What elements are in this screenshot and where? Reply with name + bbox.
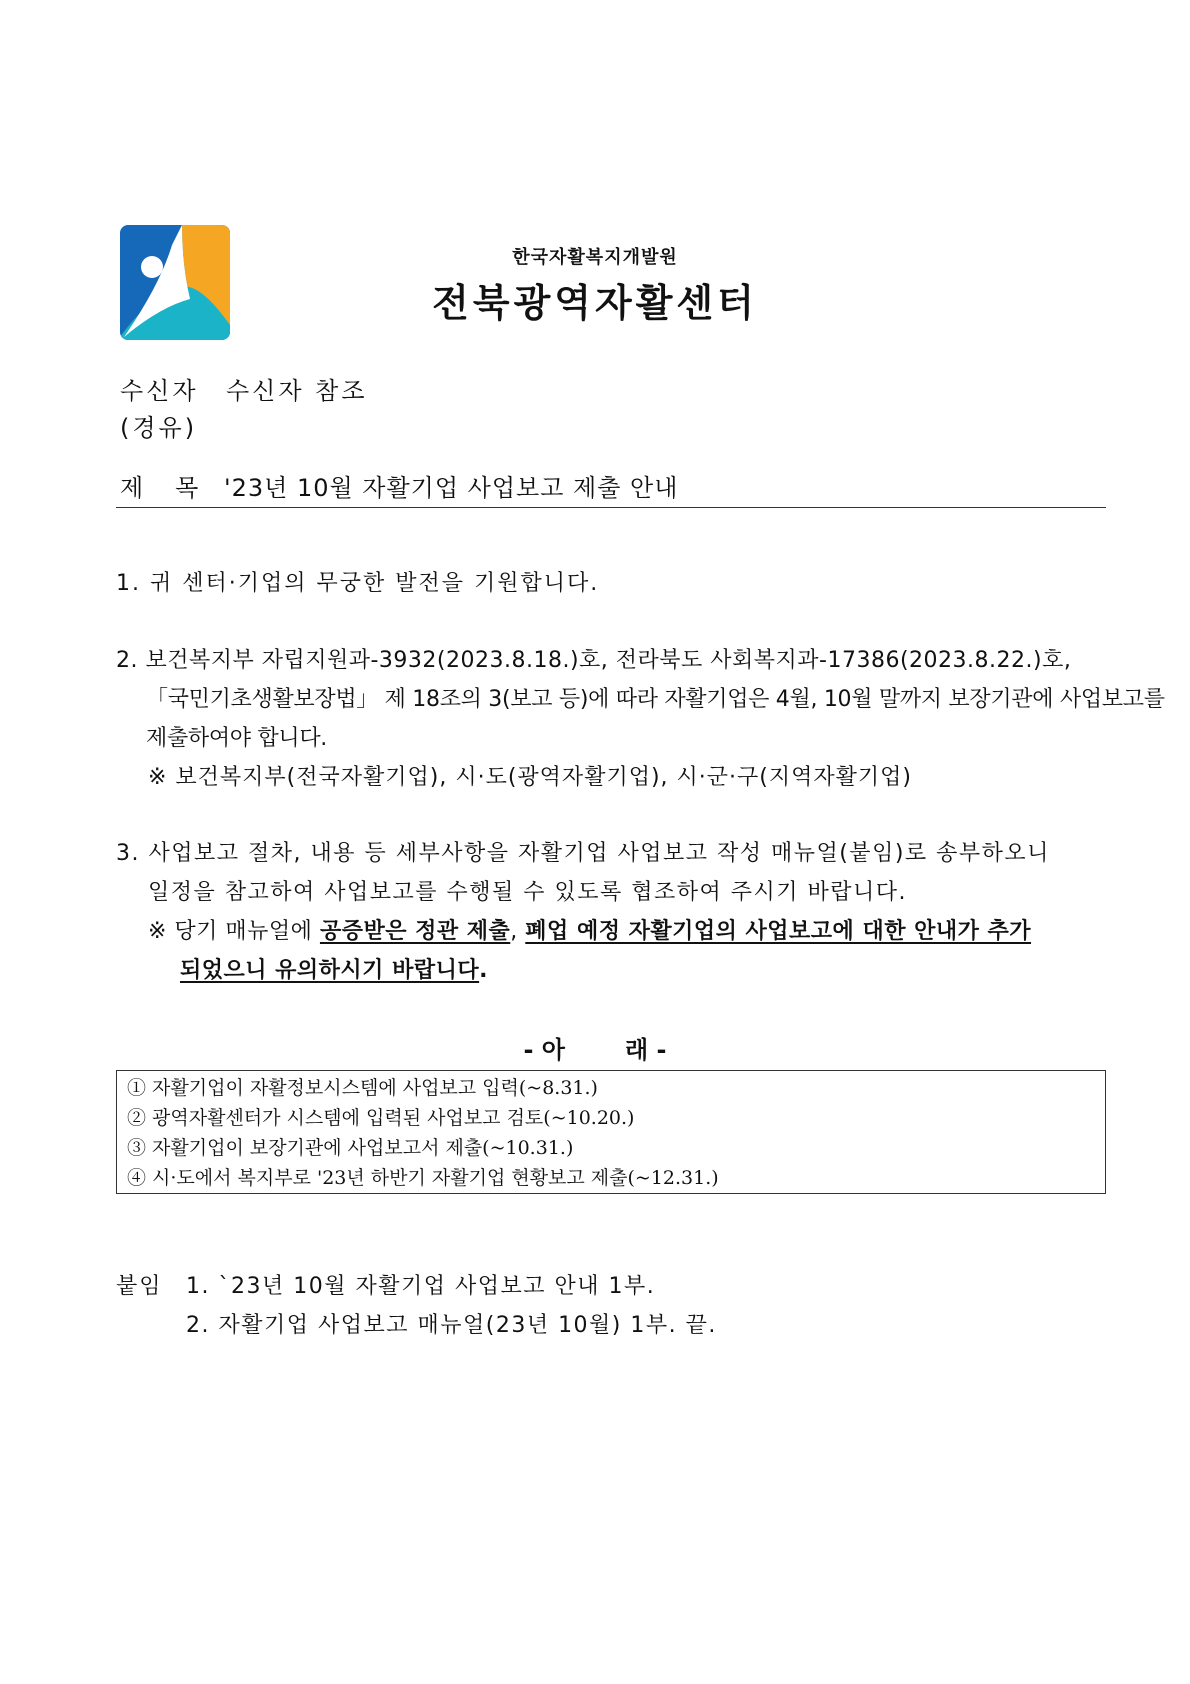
org-parent-name: 한국자활복지개발원 [512,247,678,268]
attachment-item-1: 1. `23년 10월 자활기업 사업보고 안내 1부. [186,1274,656,1299]
note-emphasis-3: 되었으니 유의하시기 바랍니다 [180,958,480,983]
schedule-item: ① 자활기업이 자활정보시스템에 사업보고 입력(~8.31.) [127,1077,598,1099]
org-name: 전북광역자활센터 [432,281,758,325]
paragraph-3-line-2: 일정을 참고하여 사업보고를 수행될 수 있도록 협조하여 주시기 바랍니다. [148,880,908,905]
subject-row [116,468,1106,508]
schedule-item: ② 광역자활센터가 시스템에 입력된 사업보고 검토(~10.20.) [127,1107,635,1129]
paragraph-2-line-1: 2. 보건복지부 자립지원과-3932(2023.8.18.)호, 전라북도 사회복지과-17386(2023.8.22.)호, [116,648,1072,673]
note-emphasis-1: 공증받은 정관 제출 [319,919,511,944]
paragraph-3-note-line-2 [180,953,488,984]
paragraph-1: 1. 귀 센터·기업의 무궁한 발전을 기원합니다. [116,571,600,596]
paragraph-3-line-1: 3. 사업보고 절차, 내용 등 세부사항을 자활기업 사업보고 작성 매뉴얼(붙임)로 송부하오니 [116,841,1050,866]
below-title-right: 래 - [625,1036,667,1064]
subject-label: 제목 [120,474,231,502]
recipient-value: 수신자 참조 [226,377,368,405]
note-emphasis-2: 폐업 예정 자활기업의 사업보고에 대한 안내가 추가 [525,919,1032,944]
attachment-item-2: 2. 자활기업 사업보고 매뉴얼(23년 10월) 1부. 끝. [186,1313,717,1338]
schedule-item: ③ 자활기업이 보장기관에 사업보고서 제출(~10.31.) [127,1137,574,1159]
note-comma: , [510,919,526,944]
subject-value: '23년 10월 자활기업 사업보고 제출 안내 [224,474,679,502]
schedule-item: ④ 시·도에서 복지부로 '23년 하반기 자활기업 현황보고 제출(~12.31.) [127,1167,719,1189]
attachment-label: 붙임 [116,1274,163,1299]
schedule-box [116,1070,1106,1194]
paragraph-2-line-2: 「국민기초생활보장법」 제 18조의 3(보고 등)에 따라 자활기업은 4월, 10월 말까지 보장기관에 사업보고를 [146,687,1165,712]
paragraph-3-note-line-1 [148,914,1031,945]
paragraph-2-note: ※ 보건복지부(전국자활기업), 시·도(광역자활기업), 시·군·구(지역자활기업) [148,765,912,790]
note-prefix: ※ 당기 매뉴얼에 [148,919,320,944]
recipient-label: 수신자 [120,377,199,405]
via-label: (경유) [120,414,198,442]
below-title [0,1030,1190,1065]
note-end: . [479,958,488,983]
paragraph-2-line-3: 제출하여야 합니다. [146,726,328,751]
below-title-left: - 아 [523,1036,565,1064]
